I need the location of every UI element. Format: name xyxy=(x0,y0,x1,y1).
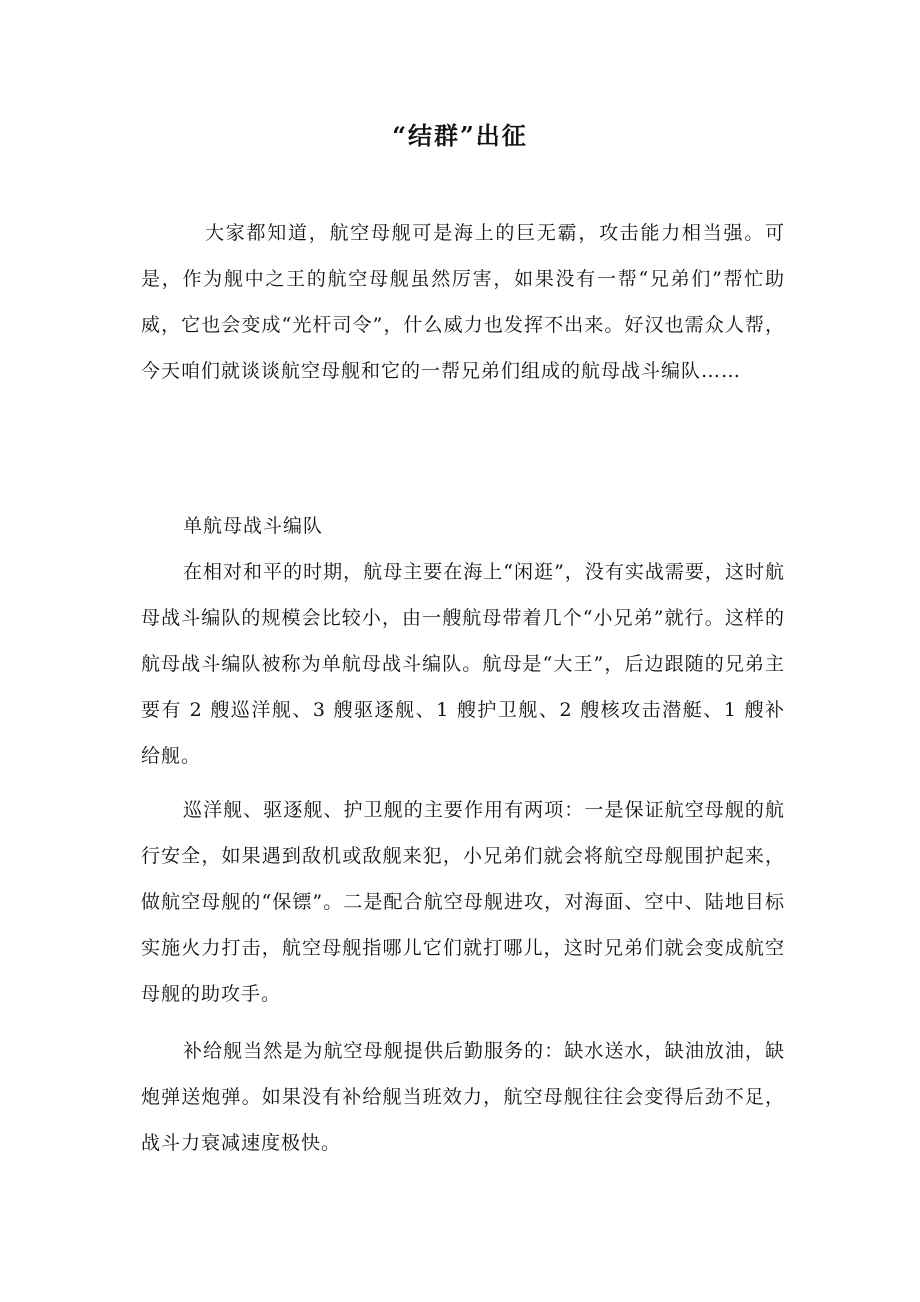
paragraph: 补给舰当然是为航空母舰提供后勤服务的：缺水送水，缺油放油，缺炮弹送炮弹。如果没有补给舰当班效力，航空母舰往往会变得后劲不足，战斗力衰减速度极快。 xyxy=(141,1040,785,1154)
intro-paragraph: 大家都知道，航空母舰可是海上的巨无霸，攻击能力相当强。可是，作为舰中之王的航空母舰虽然厉害，如果没有一帮“兄弟们”帮忙助威，它也会变成“光杆司令”，什么威力也发挥不出来。好汉也需众人帮，今天咱们就谈谈航空母舰和它的一帮兄弟们组成的航母战斗编队…… xyxy=(141,222,785,382)
section-heading: 单航母战斗编队 xyxy=(183,515,324,537)
paragraph: 在相对和平的时期，航母主要在海上“闲逛”，没有实战需要，这时航母战斗编队的规模会比较小，由一艘航母带着几个“小兄弟”就行。这样的航母战斗编队被称为单航母战斗编队。航母是“大王”，后边跟随的兄弟主要有 2 艘巡洋舰、3 艘驱逐舰、1 艘护卫舰、2 艘核攻击潜艇、1 艘补给舰。 xyxy=(141,561,785,767)
document-title: “结群”出征 xyxy=(392,121,528,150)
paragraph: 巡洋舰、驱逐舰、护卫舰的主要作用有两项：一是保证航空母舰的航行安全，如果遇到敌机或敌舰来犯，小兄弟们就会将航空母舰围护起来，做航空母舰的“保镖”。二是配合航空母舰进攻，对海面、空中、陆地目标实施火力打击，航空母舰指哪儿它们就打哪儿，这时兄弟们就会变成航空母舰的助攻手。 xyxy=(141,799,785,1005)
